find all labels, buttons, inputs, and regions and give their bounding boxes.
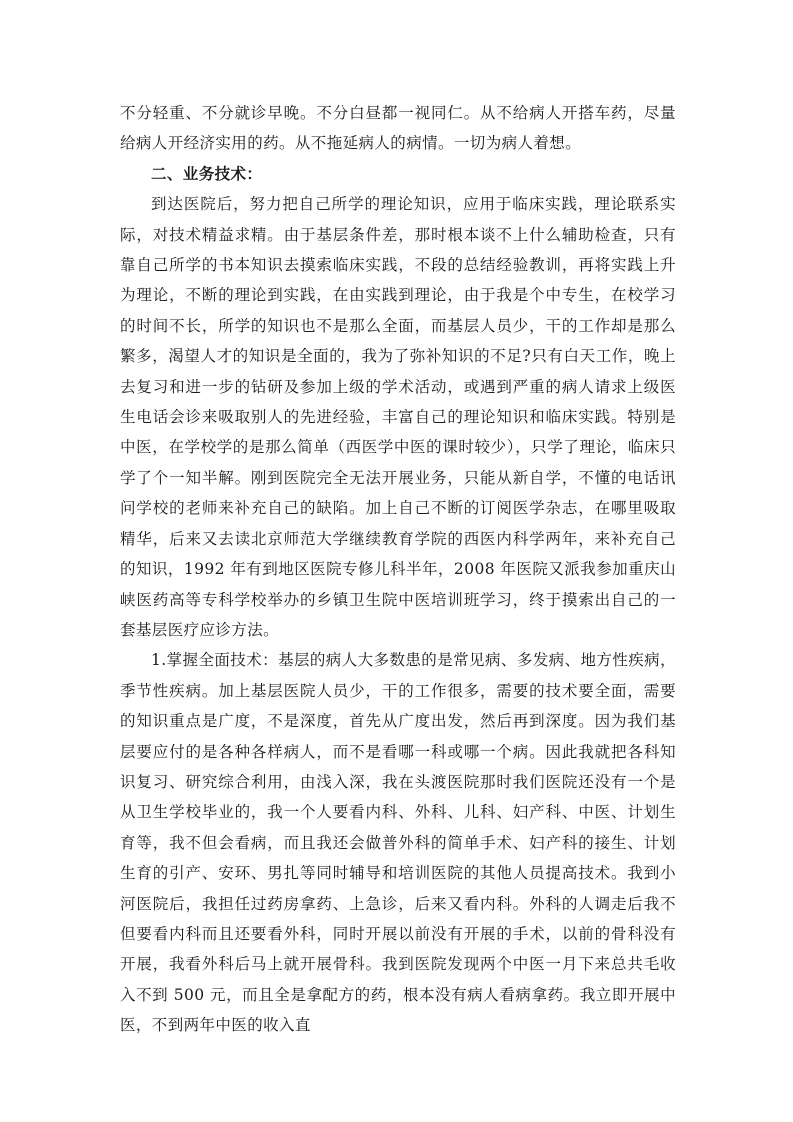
paragraph-continuation: 不分轻重、不分就诊早晚。不分白昼都一视同仁。从不给病人开搭车药，尽量给病人开经济实用的药。从不拖延病人的病情。一切为病人着想。	[120, 104, 676, 153]
paragraph-comprehensive-skills: 1.掌握全面技术：基层的病人大多数患的是常见病、多发病、地方性疾病，季节性疾病。加上基层医院人员少，干的工作很多，需要的技术要全面，需要的知识重点是广度，不是深度，首先从广度出发，然后再到深度。因为我们基层要应付的是各种各样病人，而不是看哪一科或哪一个病。因此我就把各科知识复习、研究综合利用，由浅入深，我在头渡医院那时我们医院还没有一个是从卫生学校毕业的，我一个人要看内科、外科、儿科、妇产科、中医、计划生育等，我不但会看病，而且我还会做普外科的简单手术、妇产科的接生、计划生育的引产、安环、男扎等同时辅导和培训医院的其他人员提高技术。我到小河医院后，我担任过药房拿药、上急诊，后来又看内科。外科的人调走后我不但要看内科而且还要看外科，同时开展以前没有开展的手术，以前的骨科没有开展，我看外科后马上就开展骨科。我到医院发现两个中医一月下来总共毛收入不到 500 元，而且全是拿配方的药，根本没有病人看病拿药。我立即开展中医，不到两年中医的收入直	[120, 651, 676, 1035]
paragraph-business-skills: 到达医院后，努力把自己所学的理论知识，应用于临床实践，理论联系实际，对技术精益求精。由于基层条件差，那时根本谈不上什么辅助检查，只有靠自己所学的书本知识去摸索临床实践，不段的总结经验教训，再将实践上升为理论，不断的理论到实践，在由实践到理论，由于我是个中专生，在校学习的时间不长，所学的知识也不是那么全面，而基层人员少，干的工作却是那么繁多，渴望人才的知识是全面的，我为了弥补知识的不足?只有白天工作，晚上去复习和进一步的钻研及参加上级的学术活动，或遇到严重的病人请求上级医生电话会诊来吸取别人的先进经验，丰富自己的理论知识和临床实践。特别是中医，在学校学的是那么简单（西医学中医的课时较少），只学了理论，临床只学了个一知半解。刚到医院完全无法开展业务，只能从新自学，不懂的电话讯问学校的老师来补充自己的缺陷。加上自己不断的订阅医学杂志，在哪里吸取精华，后来又去读北京师范大学继续教育学院的西医内科学两年，来补充自己的知识，1992 年有到地区医院专修儿科半年，2008 年医院又派我参加重庆山峡医药高等专科学校举办的乡镇卫生院中医培训班学习，终于摸索出自己的一套基层医疗应诊方法。	[120, 195, 676, 639]
document-body	[120, 98, 676, 1041]
section-heading-business-skills: 二、业务技术：	[151, 163, 263, 183]
